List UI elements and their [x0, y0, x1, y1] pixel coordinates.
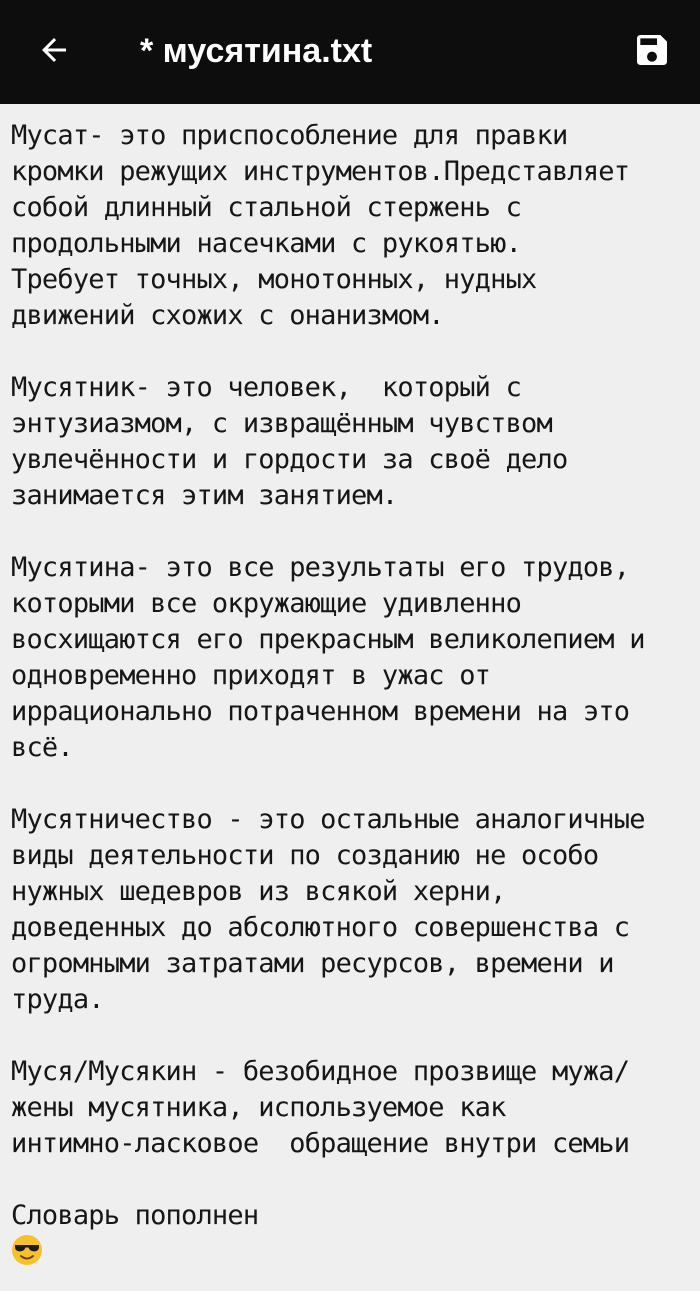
text-editor-area[interactable] [0, 104, 700, 1291]
text-line: занимается этим занятием. [11, 480, 398, 511]
text-line: Требует точных, монотонных, нудных [11, 264, 537, 295]
text-line: движений схожих с онанизмом. [11, 300, 444, 331]
emoji-line [11, 1234, 700, 1270]
text-line: жены мусятника, используемое как [11, 1092, 506, 1123]
text-line: Мусат- это приспособление для правки [11, 120, 568, 151]
text-line [11, 334, 700, 370]
text-line: труда. [11, 984, 104, 1015]
text-line: виды деятельности по созданию не особо [11, 840, 599, 871]
text-line: доведенных до абсолютного совершенства с [11, 912, 630, 943]
text-line: иррационально потраченном времени на это [11, 696, 630, 727]
text-line: нужных шедевров из всякой херни, [11, 876, 506, 907]
text-line: увлечённости и гордости за своё дело [11, 444, 568, 475]
text-line: одновременно приходят в ужас от [11, 660, 491, 691]
text-line [11, 514, 700, 550]
text-line: Мусятничество - это остальные аналогичные [11, 804, 645, 835]
text-line: энтузиазмом, с извращённым чувством [11, 408, 552, 439]
text-line [11, 1018, 700, 1054]
editor-content [11, 118, 700, 1234]
text-line: Словарь пополнен [11, 1200, 259, 1231]
file-title: * мусятина.txt [140, 32, 373, 70]
save-button[interactable] [630, 30, 674, 74]
text-line [11, 766, 700, 802]
text-line: всё. [11, 732, 73, 763]
back-button[interactable] [30, 30, 78, 74]
text-line: продольными насечками с рукоятью. [11, 228, 522, 259]
text-line: восхищаются его прекрасным великолепием и [11, 624, 645, 655]
text-line: которыми все окружающие удивленно [11, 588, 522, 619]
text-line: кромки режущих инструментов.Представляет [11, 156, 630, 187]
text-line: огромными затратами ресурсов, времени и [11, 948, 614, 979]
text-line: Мусятник- это человек, который с [11, 372, 522, 403]
text-line [11, 1162, 700, 1198]
floppy-disk-save-icon [632, 30, 672, 75]
smiling-face-with-sunglasses-icon [11, 1234, 43, 1271]
text-line: собой длинный стальной стержень с [11, 192, 522, 223]
text-line: Муся/Мусякин - безобидное прозвище мужа/ [11, 1056, 630, 1087]
text-line: интимно-ласковое обращение внутри семьи [11, 1128, 630, 1159]
arrow-left-icon [36, 32, 72, 73]
toolbar [0, 0, 700, 104]
text-line: Мусятина- это все результаты его трудов, [11, 552, 630, 583]
